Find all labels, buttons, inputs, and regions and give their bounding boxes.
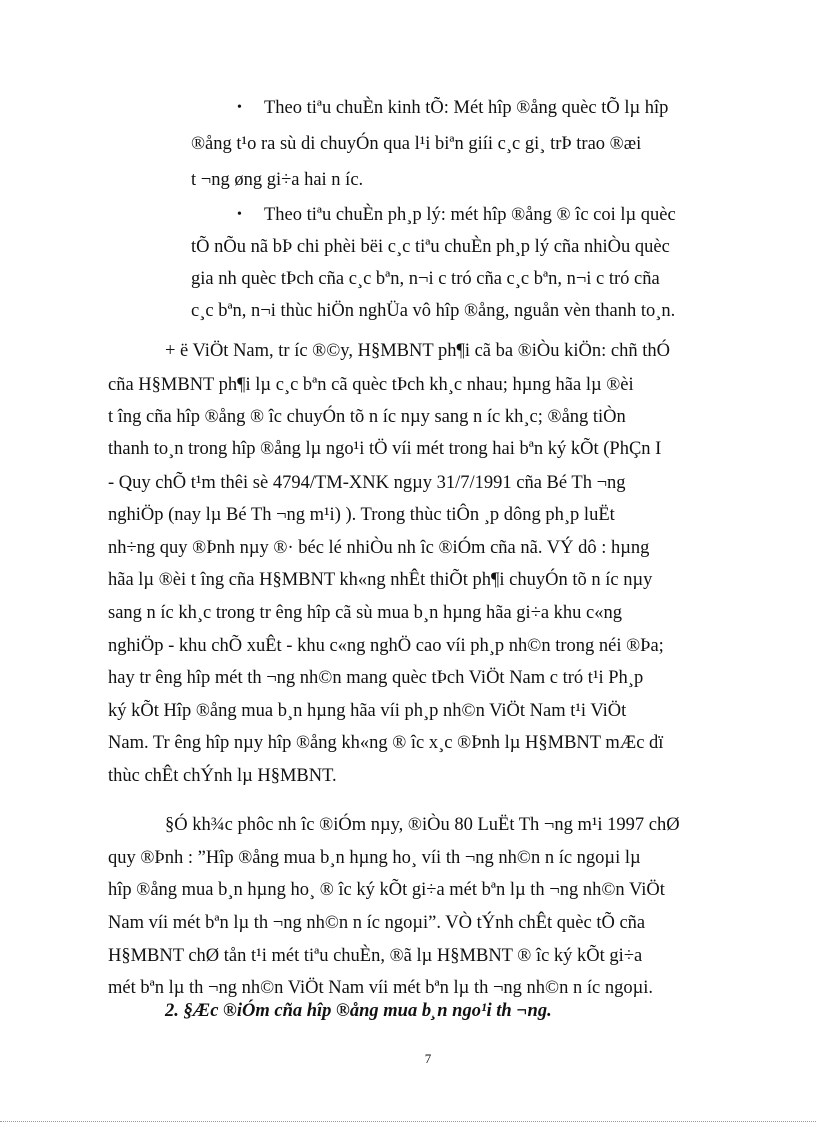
paragraph-line: + ë ViÖt Nam, tr íc ®©y, H§MBNT ph¶i cã ba ®iÒu kiÖn: chñ thÓ [165, 341, 671, 361]
bullet-line: gia nh quèc tÞch cña c¸c bªn, n¬i c tró cña c¸c bªn, n¬i c tró cña [191, 269, 660, 289]
paragraph-line: - Quy chÕ t¹m thêi sè 4794/TM-XNK ngµy 31/7/1991 cña Bé Th ¬ng [108, 473, 626, 493]
section-heading: 2. §Æc ®iÓm cña hîp ®ång mua b¸n ngo¹i th ¬ng. [165, 1001, 552, 1021]
paragraph-line: nh÷ng quy ®Þnh nµy ®· béc lé nhiÒu nh îc ®iÓm cña nã. VÝ dô : hµng [108, 538, 650, 558]
paragraph-line: t îng cña hîp ®ång ® îc chuyÓn tõ n íc nµy sang n íc kh¸c; ®ång tiÒn [108, 407, 626, 427]
paragraph-line: hay tr êng hîp mét th ¬ng nh©n mang quèc tÞch ViÖt Nam c tró t¹i Ph¸p [108, 668, 644, 688]
bullet-line: t ¬ng øng gi÷a hai n íc. [191, 170, 364, 190]
paragraph-line: sang n íc kh¸c trong tr êng hîp cã sù mua b¸n hµng hãa gi÷a khu c«ng [108, 603, 623, 623]
paragraph-line: hîp ®ång mua b¸n hµng ho¸ ® îc ký kÕt gi÷a mét bªn lµ th ¬ng nh©n ViÖt [108, 880, 665, 900]
bullet-line: Theo tiªu chuÈn kinh tÕ: Mét hîp ®ång quèc tÕ lµ hîp [264, 98, 669, 118]
paragraph-line: mét bªn lµ th ¬ng nh©n ViÖt Nam víi mét bªn lµ th ¬ng nh©n n íc ngoµi. [108, 978, 653, 998]
paragraph-line: Nam víi mét bªn lµ th ¬ng nh©n n íc ngoµi”. VÒ tÝnh chÊt quèc tÕ cña [108, 913, 646, 933]
bullet-line: tÕ nÕu nã bÞ chi phèi bëi c¸c tiªu chuÈn ph¸p lý cña nhiÒu quèc [191, 237, 670, 257]
paragraph-line: cña H§MBNT ph¶i lµ c¸c bªn cã quèc tÞch kh¸c nhau; hµng hãa lµ ®èi [108, 375, 634, 395]
bullet-dot-icon: • [237, 100, 242, 115]
paragraph-line: hãa lµ ®èi t îng cña H§MBNT kh«ng nhÊt thiÕt ph¶i chuyÓn tõ n íc nµy [108, 570, 653, 590]
paragraph-line: thùc chÊt chÝnh lµ H§MBNT. [108, 766, 337, 786]
bullet-dot-icon: • [237, 207, 242, 222]
bullet-line: Theo tiªu chuÈn ph¸p lý: mét hîp ®ång ® îc coi lµ quèc [264, 205, 676, 225]
paragraph-line: ký kÕt Hîp ®ång mua b¸n hµng hãa víi ph¸p nh©n ViÖt Nam t¹i ViÖt [108, 701, 627, 721]
bullet-line: ®ång t¹o ra sù di chuyÓn qua l¹i biªn giíi c¸c gi¸ trÞ trao ®æi [191, 134, 642, 154]
paragraph-line: quy ®Þnh : ”Hîp ®ång mua b¸n hµng ho¸ víi th ¬ng nh©n n íc ngoµi lµ [108, 848, 641, 868]
page-number: 7 [424, 1051, 432, 1066]
paragraph-line: thanh to¸n trong hîp ®ång lµ ngo¹i tÖ víi mét trong hai bªn ký kÕt (PhÇn I [108, 439, 662, 459]
paragraph-line: nghiÖp - khu chÕ xuÊt - khu c«ng nghÖ cao víi ph¸p nh©n trong néi ®Þa; [108, 636, 664, 656]
paragraph-line: §Ó kh¾c phôc nh îc ®iÓm nµy, ®iÒu 80 LuËt Th ¬ng m¹i 1997 chØ [165, 815, 680, 835]
page-bottom-rule [0, 1121, 816, 1122]
paragraph-line: H§MBNT chØ tån t¹i mét tiªu chuÈn, ®ã lµ H§MBNT ® îc ký kÕt gi÷a [108, 946, 643, 966]
paragraph-line: Nam. Tr êng hîp nµy hîp ®ång kh«ng ® îc x¸c ®Þnh lµ H§MBNT mÆc dï [108, 733, 664, 753]
paragraph-line: nghiÖp (nay lµ Bé Th ¬ng m¹i) ). Trong thùc tiÔn ¸p dông ph¸p luËt [108, 505, 615, 525]
bullet-line: c¸c bªn, n¬i thùc hiÖn nghÜa vô hîp ®ång, nguån vèn thanh to¸n. [191, 301, 676, 321]
